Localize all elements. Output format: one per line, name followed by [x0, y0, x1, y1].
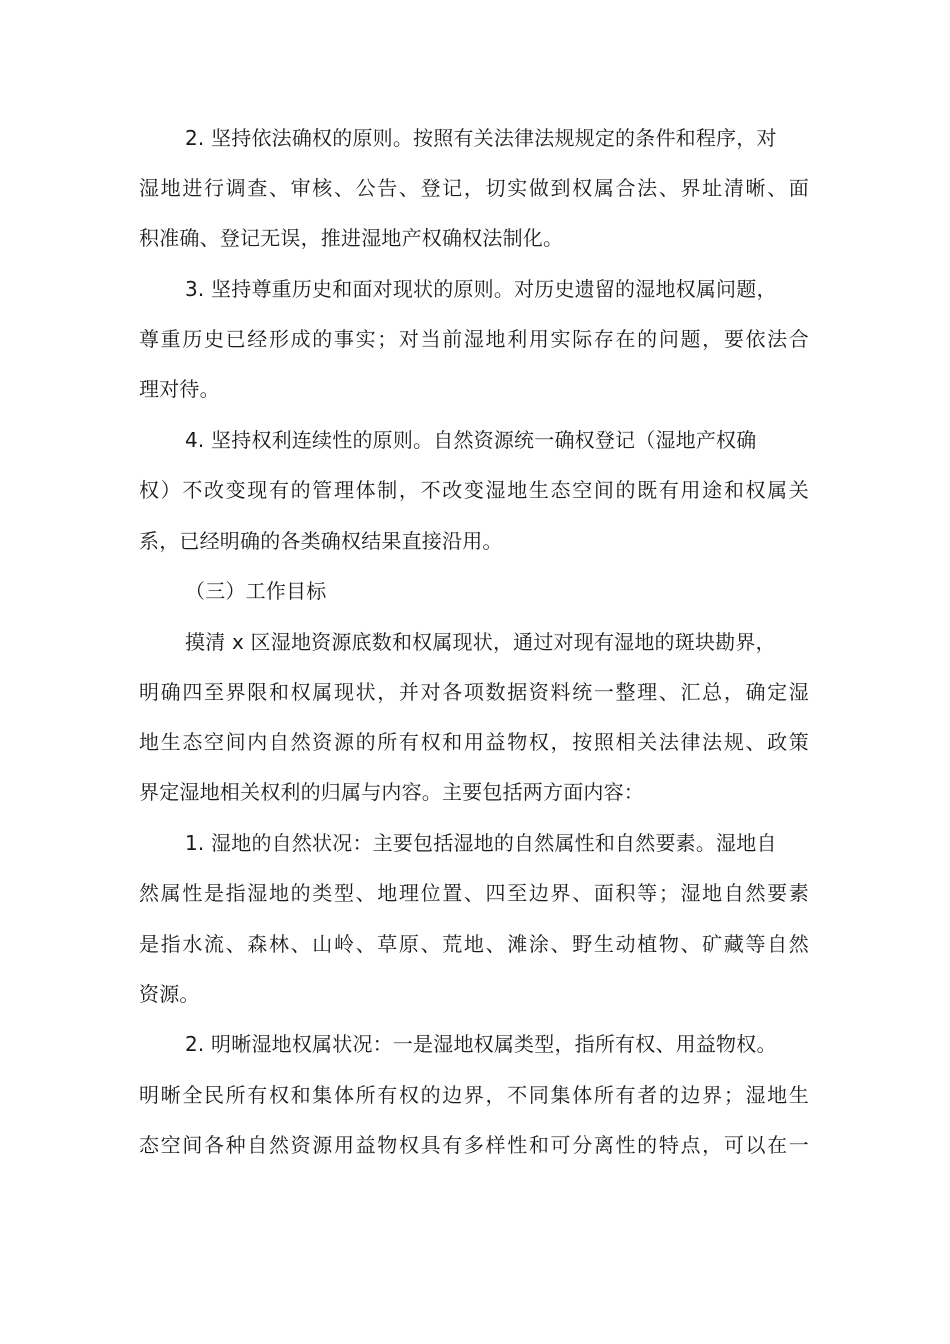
paragraph-line: 系，已经明确的各类确权结果直接沿用。: [139, 529, 503, 553]
paragraph-line: 1. 湿地的自然状况：主要包括湿地的自然属性和自然要素。湿地自: [185, 831, 777, 855]
paragraph-line: 态空间各种自然资源用益物权具有多样性和可分离性的特点，可以在一: [139, 1133, 809, 1157]
paragraph-line: 积准确、登记无误，推进湿地产权确权法制化。: [139, 226, 564, 250]
paragraph-line: 界定湿地相关权利的归属与内容。主要包括两方面内容：: [139, 780, 644, 804]
section-heading: （三）工作目标: [185, 579, 327, 603]
paragraph-line: 2. 坚持依法确权的原则。按照有关法律法规规定的条件和程序，对: [185, 126, 777, 150]
paragraph-line: 是指水流、森林、山岭、草原、荒地、滩涂、野生动植物、矿藏等自然: [139, 932, 809, 956]
paragraph-line: 地生态空间内自然资源的所有权和用益物权，按照相关法律法规、政策: [139, 730, 809, 754]
paragraph-line: 2. 明晰湿地权属状况：一是湿地权属类型，指所有权、用益物权。: [185, 1032, 777, 1056]
paragraph-line: 然属性是指湿地的类型、地理位置、四至边界、面积等；湿地自然要素: [139, 881, 809, 905]
paragraph-line: 尊重历史已经形成的事实；对当前湿地利用实际存在的问题，要依法合: [139, 327, 809, 351]
paragraph-line: 权）不改变现有的管理体制，不改变湿地生态空间的既有用途和权属关: [139, 478, 809, 502]
paragraph-line: 3. 坚持尊重历史和面对现状的原则。对历史遗留的湿地权属问题，: [185, 277, 777, 301]
paragraph-line: 明晰全民所有权和集体所有权的边界，不同集体所有者的边界；湿地生: [139, 1083, 809, 1107]
paragraph-line: 明确四至界限和权属现状，并对各项数据资料统一整理、汇总，确定湿: [139, 680, 809, 704]
paragraph-line: 4. 坚持权利连续性的原则。自然资源统一确权登记（湿地产权确: [185, 428, 757, 452]
paragraph-line: 资源。: [139, 982, 200, 1006]
paragraph-line: 湿地进行调查、审核、公告、登记，切实做到权属合法、界址清晰、面: [139, 176, 809, 200]
paragraph-line: 理对待。: [139, 377, 220, 401]
paragraph-line: 摸清 x 区湿地资源底数和权属现状，通过对现有湿地的斑块勘界，: [185, 630, 776, 654]
